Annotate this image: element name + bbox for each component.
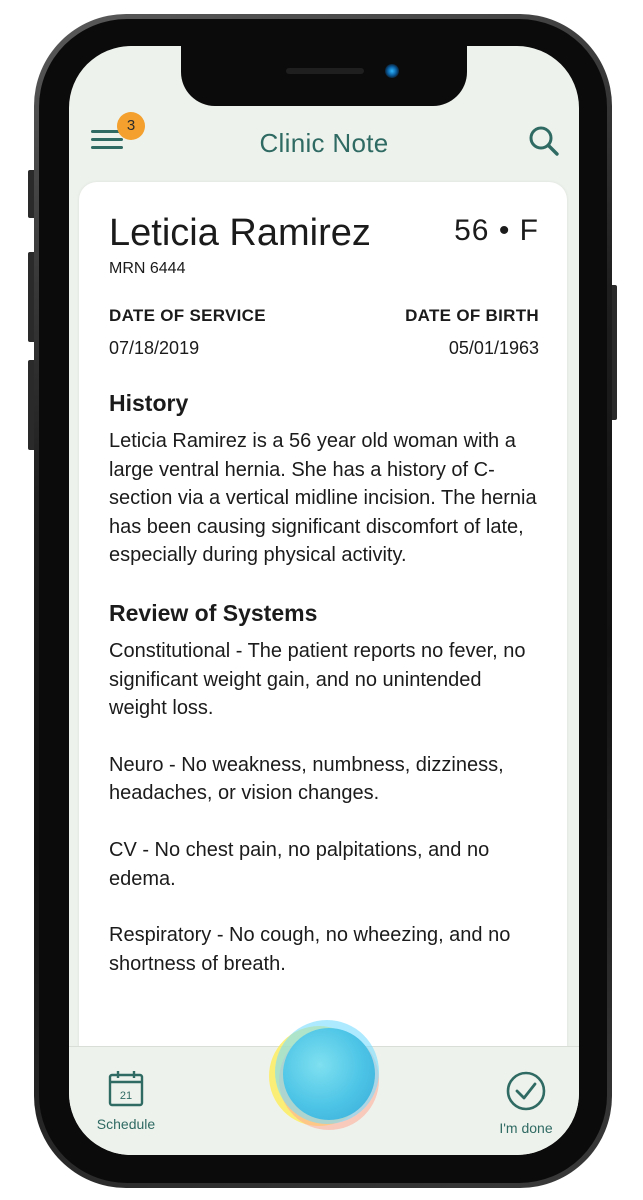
calendar-day: 21 [119, 1090, 133, 1102]
search-button[interactable] [527, 124, 561, 158]
review-of-systems-heading: Review of Systems [109, 599, 318, 626]
notch [181, 46, 467, 106]
check-circle-icon [506, 1071, 546, 1111]
earpiece-speaker [286, 68, 364, 74]
front-camera [385, 64, 399, 78]
voice-assistant-button[interactable] [269, 1020, 381, 1132]
date-of-service-value: 07/18/2019 [109, 338, 200, 358]
history-heading: History [109, 390, 189, 416]
ros-neuro: Neuro - No weakness, numbness, dizziness, headaches, or vision changes. [109, 753, 504, 805]
im-done-label: I'm done [499, 1120, 553, 1136]
clinic-note-card [79, 182, 567, 1082]
search-icon [527, 124, 561, 158]
patient-header [109, 210, 539, 256]
history-text: Leticia Ramirez is a 56 year old woman with a large ventral hernia. She has a history of C-section via a vertical midline incision. The hernia has been causing significant discomfort of late, especially during physical activity. [109, 430, 537, 567]
phone-bezel [39, 19, 607, 1183]
patient-mrn: MRN 6444 [109, 260, 186, 277]
calendar-icon [108, 1069, 144, 1107]
date-of-service [109, 306, 266, 359]
schedule-label: Schedule [96, 1116, 156, 1132]
im-done-button[interactable] [491, 1071, 561, 1136]
ros-respiratory: Respiratory - No cough, no wheezing, and no shortness of breath. [109, 924, 511, 975]
patient-name: Leticia Ramirez [109, 212, 371, 254]
patient-age-sex: 56 • F [454, 214, 539, 247]
date-of-birth-label: DATE OF BIRTH [405, 306, 539, 325]
date-of-birth-value: 05/01/1963 [448, 338, 539, 358]
app-screen [69, 46, 579, 1155]
date-of-service-label: DATE OF SERVICE [109, 306, 266, 325]
notification-badge: 3 [117, 112, 145, 140]
date-of-birth [405, 306, 539, 359]
page-title: Clinic Note [259, 128, 389, 158]
phone-frame [34, 14, 612, 1188]
visit-dates [109, 306, 539, 360]
ros-constitutional: Constitutional - The patient reports no fever, no significant weight gain, and no unintended weight loss. [109, 639, 526, 720]
ros-cv: CV - No chest pain, no palpitations, and no edema. [109, 838, 490, 890]
schedule-button[interactable] [91, 1069, 161, 1132]
